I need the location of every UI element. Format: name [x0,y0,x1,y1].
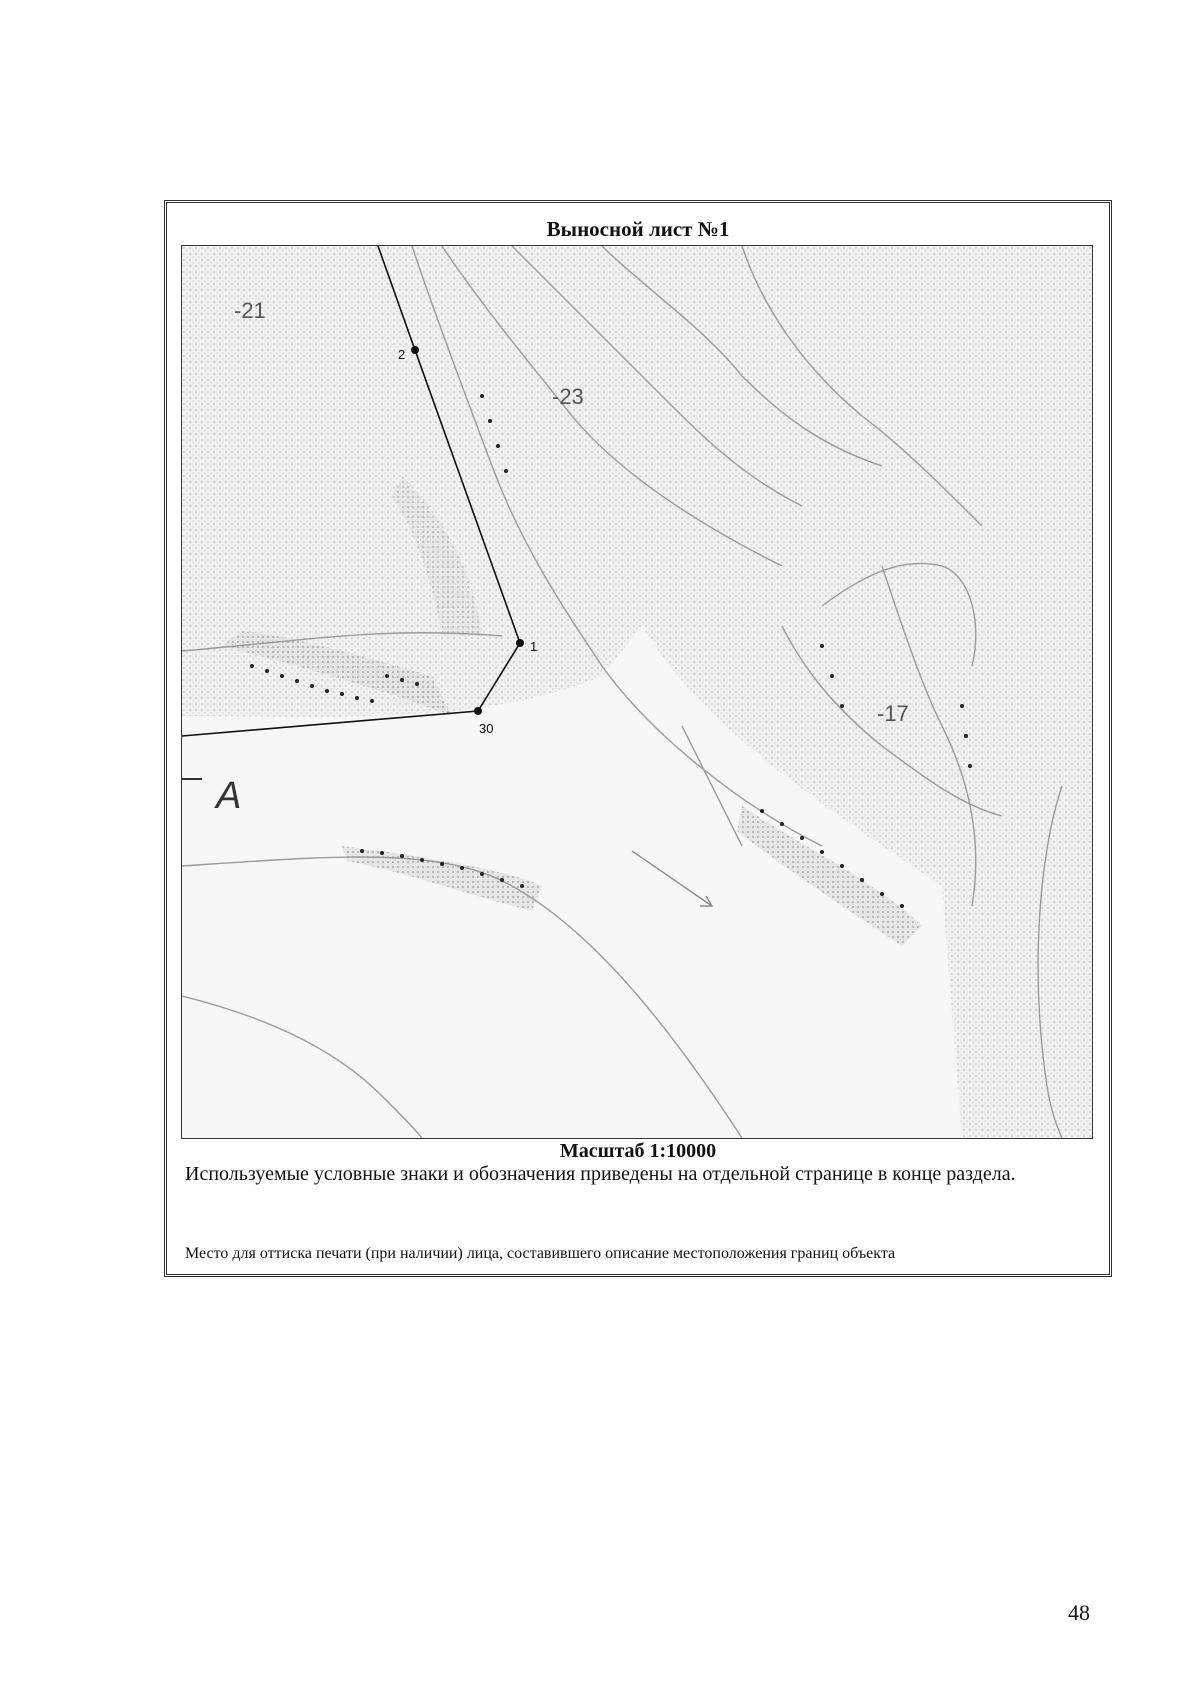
zone-label: -17 [877,701,909,726]
boundary-point-label-30: 30 [479,721,494,736]
page-number: 48 [1068,1600,1090,1625]
boundary-point-label-1: 1 [530,639,538,654]
territory-letter-label: А [216,775,242,817]
sheet-frame [164,200,1112,1277]
zone-label: -21 [234,298,266,323]
map-canvas [182,246,1092,1138]
stamp-note: Место для оттиска печати (при наличии) лица, составившего описание местоположения границ объекта [185,1245,896,1262]
sheet-title: Выносной лист №1 [546,217,730,241]
boundary-point-label-2: 2 [398,347,406,362]
map-panel [181,245,1093,1139]
scale-label: Масштаб 1:10000 [559,1140,717,1162]
boundary-point [411,346,419,354]
boundary-point [474,707,482,715]
boundary-point [516,639,524,647]
legend-note: Используемые условные знаки и обозначения приведены на отдельной странице в конце раздела. [185,1163,1016,1185]
zone-label: -23 [552,384,584,409]
